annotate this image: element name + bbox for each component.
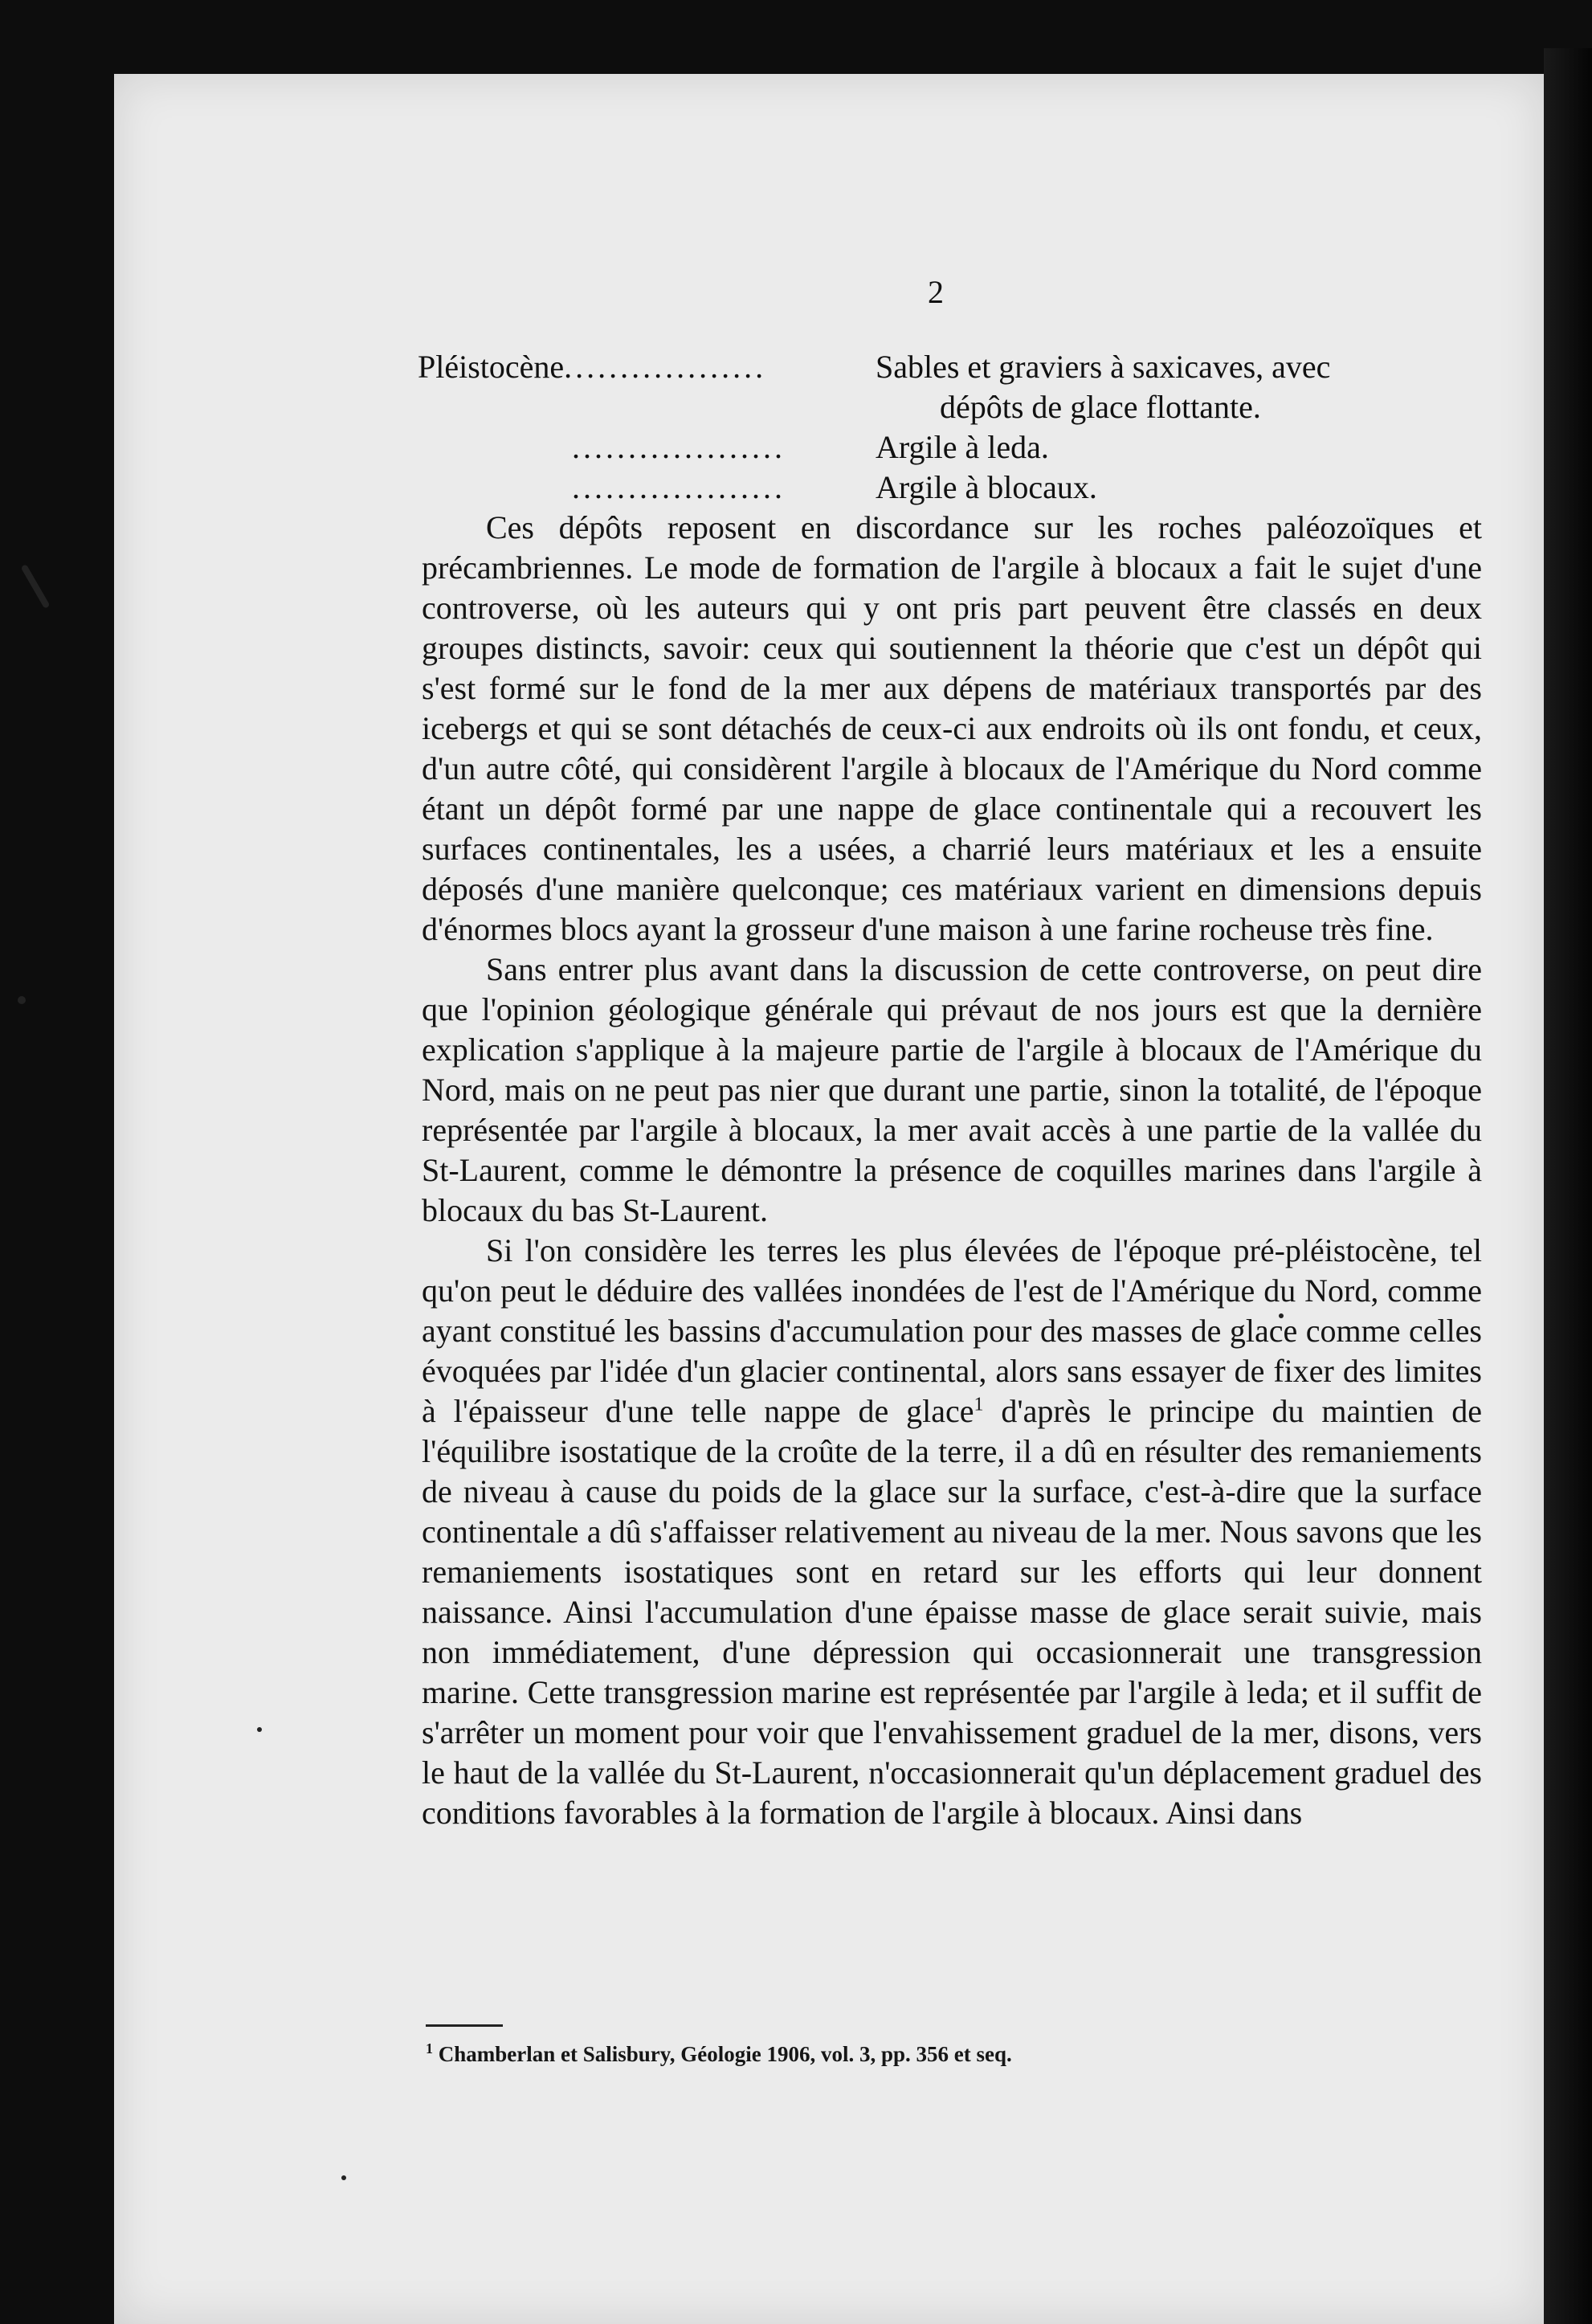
scan-artifact: [341, 2175, 346, 2180]
table-row: [418, 347, 1486, 387]
paragraph-text: d'après le principe du maintien de l'équilibre isostatique de la croûte de la terre, il a dû en résulter des remaniements de niveau à cause du poids de la glace sur la surface, c'est-à-dire que la surface continentale a dû s'affaisser relativement au niveau de la mer. Nous savons que les remaniements isostatiques sont en retard sur les efforts qui leur donnent naissance. Ainsi l'accumulation d'une épaisse masse de glace serait suivie, mais non immédiatement, d'une dépression qui occasionnerait une transgression marine. Cette transgression marine est représentée par l'argile à leda; et il suffit de s'arrêter un moment pour voir que l'envahissement graduel de la mer, disons, vers le haut de la vallée du St-Laurent, n'occasionnerait qu'un déplacement graduel des conditions favorables à la formation de l'argile à blocaux. Ainsi dans: [422, 1393, 1482, 1831]
footnote-reference[interactable]: 1: [974, 1394, 984, 1415]
scan-artifact: [257, 1727, 262, 1732]
deposit-description: Argile à leda.: [876, 429, 1049, 465]
body-text: [422, 508, 1482, 1833]
paragraph: Ces dépôts reposent en discordance sur les roches paléozoïques et précambriennes. Le mode de formation de l'argile à blocaux a fait le sujet d'une controverse, où les auteurs qui y ont pris part peuvent être classés en deux groupes distincts, savoir: ceux qui soutiennent la théorie que c'est un dépôt qui s'est formé sur le fond de la mer aux dépens de matériaux transportés par des icebergs et qui se sont détachés de ceux-ci aux endroits où ils ont fondu, et ceux, d'un autre côté, qui considèrent l'argile à blocaux de l'Amérique du Nord comme étant un dépôt formé par une nappe de glace continentale qui a recouvert les surfaces continentales, les a usées, a charrié leurs matériaux et les a ensuite déposés d'une manière quelconque; ces matériaux varient en dimensions depuis d'énormes blocs ayant la grosseur d'une maison à une farine rocheuse très fine.: [422, 509, 1482, 947]
dot-leader: ...................: [572, 469, 786, 505]
paragraph-text: Si l'on considère les terres les plus élevées de l'époque pré-pléistocène, tel qu'on peut le déduire des vallées inondées de l'est de l'Amérique du Nord, comme ayant constitué les bassins d'accumulation pour des masses de glace comme celles évoquées par l'idée d'un glacier continental, alors sans essayer de fixer des limites à l'épaisseur d'une telle nappe de glace: [422, 1232, 1482, 1429]
dot-leader: ...................: [572, 429, 786, 465]
era-label: Pléistocène..................: [418, 349, 767, 385]
stratigraphy-table: [418, 347, 1486, 508]
deposit-description-continued: dépôts de glace flottante.: [940, 389, 1261, 425]
table-row: [418, 387, 1486, 427]
page-number: 2: [928, 274, 944, 310]
table-row: [418, 427, 1486, 468]
deposit-description: Sables et graviers à saxicaves, avec: [876, 349, 1331, 385]
table-row: [418, 468, 1486, 508]
footnote-marker: 1: [426, 2040, 433, 2056]
footnote-separator: [426, 2024, 503, 2027]
scan-artifact: [18, 996, 26, 1004]
paragraph: [422, 1231, 1482, 1833]
page-right-edge: [1544, 48, 1592, 2324]
deposit-description: Argile à blocaux.: [876, 469, 1097, 505]
paragraph: Sans entrer plus avant dans la discussion de cette controverse, on peut dire que l'opinion géologique générale qui prévaut de nos jours est que la dernière explication s'applique à la majeure partie de l'argile à blocaux de l'Amérique du Nord, mais on ne peut pas nier que durant une partie, sinon la totalité, de l'époque représentée par l'argile à blocaux, la mer avait accès à une partie de la vallée du St-Laurent, comme le démontre la présence de coquilles marines dans l'argile à blocaux du bas St-Laurent.: [422, 951, 1482, 1228]
footnote: [426, 2042, 1470, 2067]
footnote-text: Chamberlan et Salisbury, Géologie 1906, vol. 3, pp. 356 et seq.: [433, 2042, 1012, 2066]
